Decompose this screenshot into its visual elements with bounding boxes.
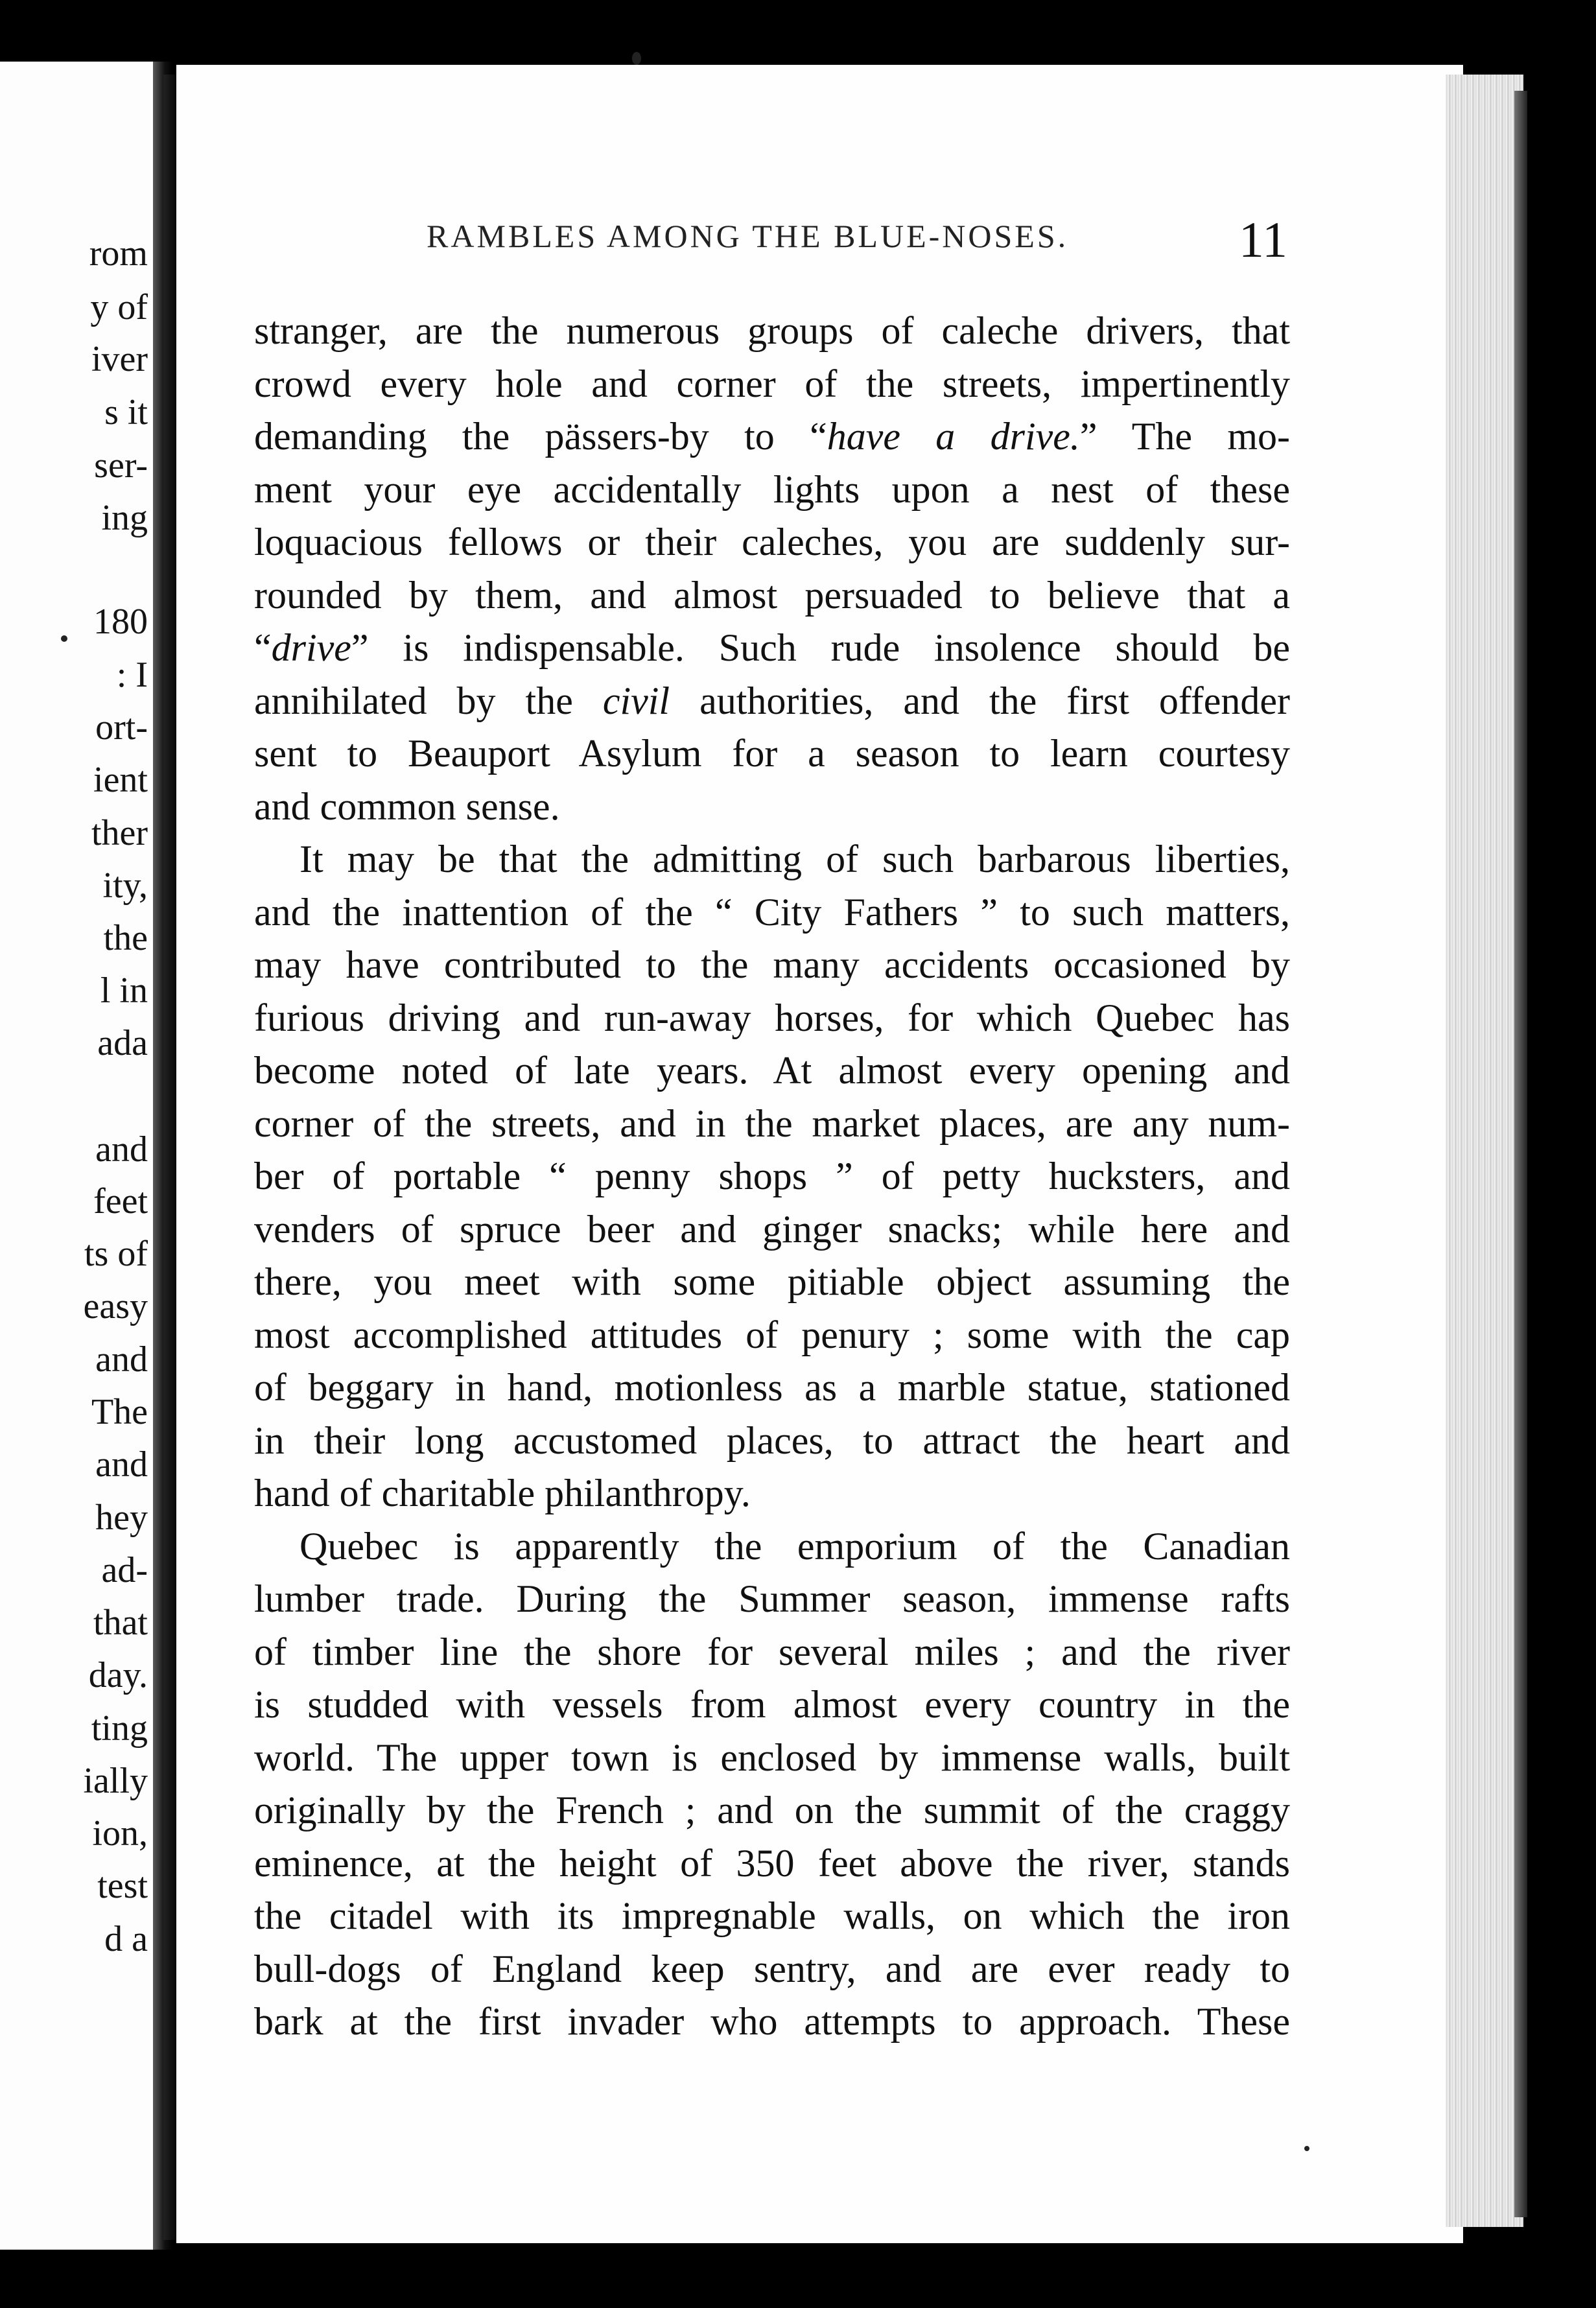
text-segment: lumber trade. During the Summer season, immense rafts: [254, 1577, 1290, 1620]
text-segment: bark at the first invader who attempts to approach. These: [254, 2000, 1290, 2043]
text-segment: ber of portable “ penny shops ” of petty hucksters, and: [254, 1155, 1290, 1197]
text-line: [254, 1573, 1290, 1626]
text-segment: annihilated by the: [254, 679, 603, 722]
text-line: [254, 675, 1290, 728]
left-page-line-fragment: and: [95, 1129, 148, 1170]
italic-text: drive: [271, 626, 351, 669]
text-segment: the citadel with its impregnable walls, on which the iron: [254, 1894, 1290, 1937]
text-segment: there, you meet with some pitiable object assuming the: [254, 1260, 1290, 1303]
left-page-line-fragment: ion,: [92, 1813, 148, 1854]
text-segment: demanding the pässers-by to “: [254, 415, 827, 458]
text-segment: become noted of late years. At almost every opening and: [254, 1049, 1290, 1092]
page-edges: [1446, 75, 1523, 2227]
text-line: [254, 1044, 1290, 1098]
text-line: [254, 1837, 1290, 1890]
text-segment: It may be that the admitting of such barbarous liberties,: [299, 838, 1290, 880]
text-line: [254, 1150, 1290, 1203]
left-page-line-fragment: ially: [83, 1761, 148, 1801]
text-segment: venders of spruce beer and ginger snacks; while here and: [254, 1207, 1290, 1251]
text-line: [254, 781, 1290, 834]
text-line: [254, 1996, 1290, 2049]
left-page-line-fragment: iver: [91, 339, 148, 379]
text-segment: and the inattention of the “ City Fathers ” to such matters,: [254, 890, 1290, 934]
left-page-line-fragment: l in: [100, 971, 148, 1011]
left-page-line-fragment: ts of: [84, 1234, 148, 1274]
text-line: [254, 1467, 1290, 1520]
text-segment: may have contributed to the many accidents occasioned by: [254, 943, 1290, 986]
left-page-line-fragment: day.: [88, 1655, 148, 1695]
text-line: [254, 569, 1290, 622]
left-page-line-fragment: ada: [97, 1023, 148, 1063]
text-line: [254, 410, 1290, 464]
text-line: [254, 358, 1290, 411]
left-page-line-fragment: that: [93, 1603, 148, 1643]
text-segment: stranger, are the numerous groups of caleche drivers, that: [254, 309, 1290, 352]
left-page-line-fragment: easy: [83, 1286, 148, 1326]
ink-speck: [1304, 2146, 1309, 2151]
left-page-line-fragment: rom: [89, 233, 148, 274]
text-line: [254, 1203, 1290, 1256]
text-segment: of timber line the shore for several miles ; and the river: [254, 1630, 1290, 1673]
left-page-line-fragment: and: [95, 1339, 148, 1380]
left-page-line-fragment: ser-: [94, 445, 148, 486]
text-segment: in their long accustomed places, to attract the heart and: [254, 1419, 1290, 1462]
text-line: [254, 1732, 1290, 1785]
text-segment: bull-dogs of England keep sentry, and are ever ready to: [254, 1947, 1290, 1990]
left-page-line-fragment: s it: [104, 392, 148, 432]
left-page-line-fragment: d a: [104, 1919, 148, 1959]
text-segment: ” The mo-: [1079, 415, 1290, 458]
text-line: [254, 1890, 1290, 1943]
text-line: [254, 464, 1290, 517]
left-page-line-fragment: hey: [95, 1498, 148, 1538]
text-segment: eminence, at the height of 350 feet above the river, stands: [254, 1841, 1290, 1885]
text-segment: furious driving and run-away horses, for which Quebec has: [254, 996, 1290, 1039]
left-facing-page: [0, 62, 157, 2250]
text-line: [254, 886, 1290, 939]
text-line: [254, 939, 1290, 992]
text-line: [254, 833, 1290, 886]
left-page-line-fragment: ity,: [102, 866, 148, 906]
text-line: [254, 1361, 1290, 1415]
text-segment: world. The upper town is enclosed by immense walls, built: [254, 1736, 1290, 1779]
left-page-line-fragment: ther: [91, 813, 148, 853]
text-segment: authorities, and the first offender: [670, 679, 1290, 722]
ink-speck: [632, 52, 641, 65]
text-segment: sent to Beauport Asylum for a season to learn courtesy: [254, 732, 1290, 775]
left-page-line-fragment: ort-: [95, 707, 148, 748]
running-head: [257, 211, 1287, 269]
text-segment: corner of the streets, and in the market places, are any num-: [254, 1101, 1290, 1145]
text-segment: of beggary in hand, motionless as a marble statue, stationed: [254, 1366, 1290, 1409]
running-title: RAMBLES AMONG THE BLUE-NOSES.: [427, 218, 1069, 254]
text-segment: most accomplished attitudes of penury ; some with the cap: [254, 1313, 1290, 1356]
text-line: [254, 1309, 1290, 1362]
text-line: [254, 1784, 1290, 1837]
italic-text: civil: [602, 679, 670, 722]
left-page-line-fragment: 180: [93, 602, 148, 642]
left-page-line-fragment: ting: [91, 1708, 148, 1749]
left-page-line-fragment: y of: [90, 287, 148, 327]
text-segment: rounded by them, and almost persuaded to believe that a: [254, 573, 1290, 617]
text-segment: “: [254, 626, 272, 669]
text-line: [254, 1626, 1290, 1679]
body-text: [254, 305, 1290, 2049]
text-segment: crowd every hole and corner of the streets, impertinently: [254, 362, 1290, 405]
text-line: [254, 1678, 1290, 1732]
text-line: [254, 1415, 1290, 1468]
text-segment: and common sense.: [254, 784, 560, 828]
left-page-line-fragment: : I: [116, 655, 148, 695]
text-segment: originally by the French ; and on the summit of the craggy: [254, 1789, 1290, 1831]
page-number: 11: [1238, 211, 1287, 268]
text-line: [254, 1098, 1290, 1151]
page-edge-shadow: [1514, 91, 1527, 2217]
text-line: [254, 992, 1290, 1045]
left-page-line-fragment: the: [103, 918, 148, 958]
text-line: [254, 1256, 1290, 1309]
text-line: [254, 1520, 1290, 1573]
text-segment: Quebec is apparently the emporium of the Canadian: [299, 1524, 1290, 1568]
text-segment: ” is indispensable. Such rude insolence should be: [351, 626, 1290, 669]
text-segment: ment your eye accidentally lights upon a nest of these: [254, 467, 1290, 511]
left-page-line-fragment: test: [97, 1866, 148, 1906]
text-line: [254, 516, 1290, 569]
left-page-line-fragment: ient: [93, 760, 148, 800]
left-page-line-fragment: ing: [101, 498, 148, 538]
left-page-line-fragment: ad-: [101, 1550, 148, 1590]
ink-speck: [61, 635, 67, 642]
text-line: [254, 727, 1290, 781]
text-segment: loquacious fellows or their caleches, you are suddenly sur-: [254, 521, 1290, 563]
text-line: [254, 1943, 1290, 1996]
text-line: [254, 622, 1290, 675]
text-segment: hand of charitable philanthropy.: [254, 1472, 751, 1514]
text-segment: is studded with vessels from almost every country in the: [254, 1683, 1290, 1726]
left-page-line-fragment: feet: [93, 1181, 148, 1221]
text-line: [254, 305, 1290, 358]
left-page-line-fragment: and: [95, 1444, 148, 1485]
left-page-line-fragment: The: [91, 1392, 148, 1432]
italic-text: have a drive.: [827, 415, 1080, 458]
